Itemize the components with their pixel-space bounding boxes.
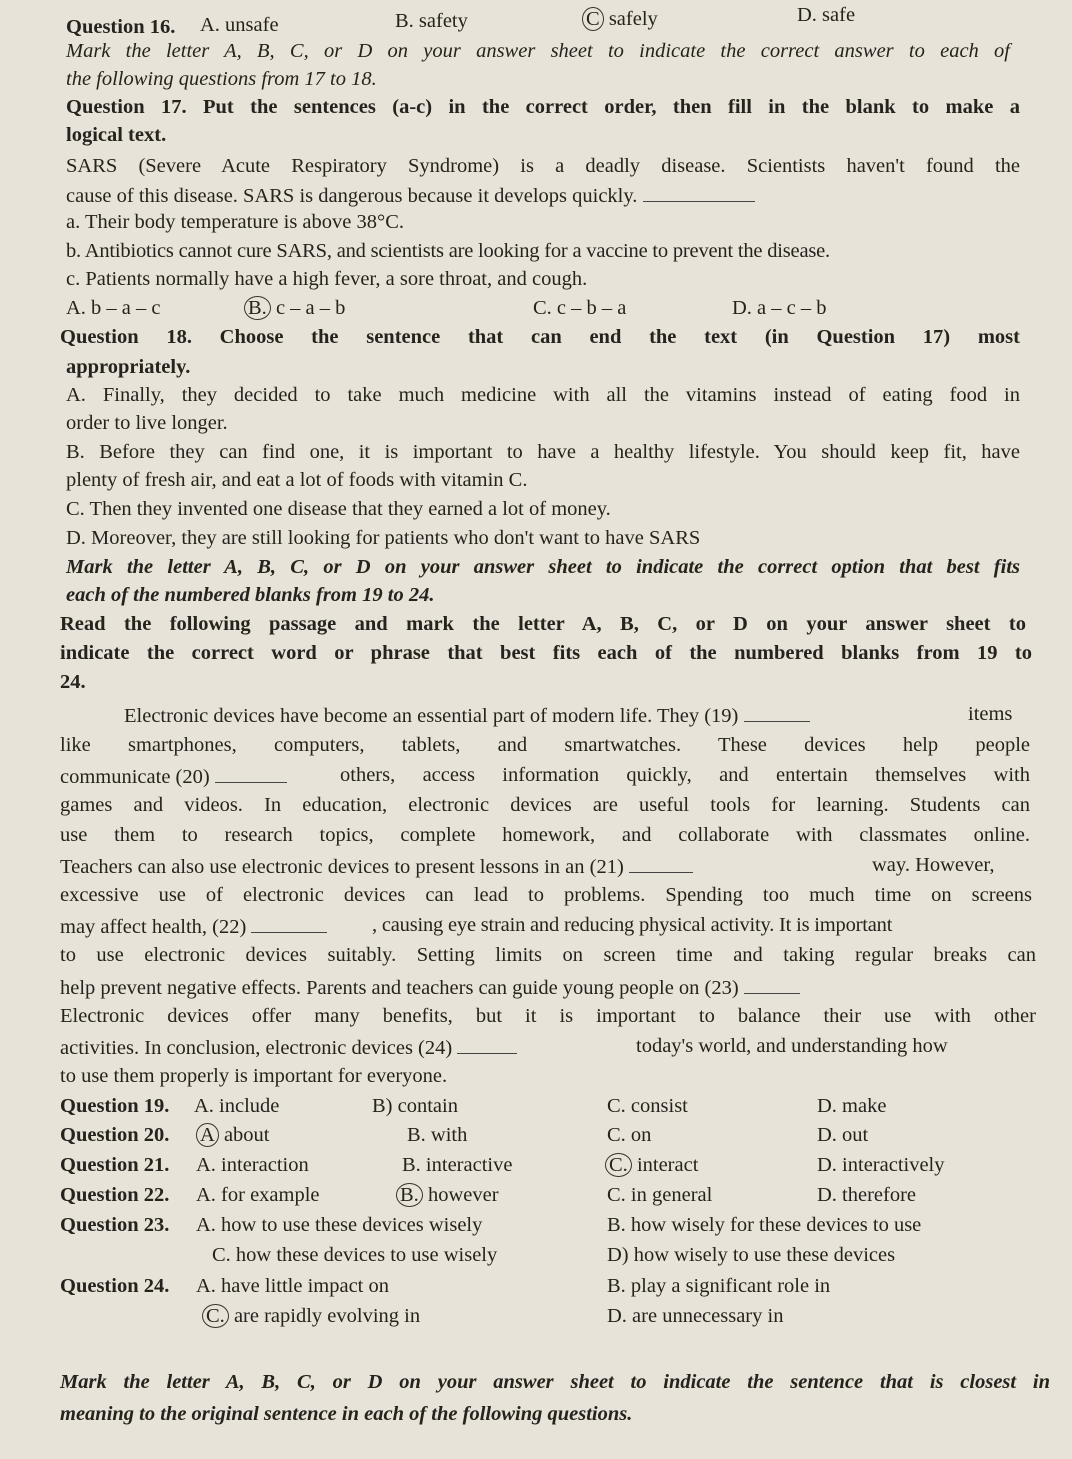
- q20-a-text: about: [223, 1124, 270, 1146]
- blank-21[interactable]: [629, 854, 693, 873]
- q17-b-letter: B.: [244, 296, 271, 320]
- q17-sentence-b: b. Antibiotics cannot cure SARS, and scientists are looking for a vaccine to prevent the disease.: [66, 240, 830, 262]
- q21-option-a: A. interaction: [196, 1154, 309, 1176]
- q20-label: Question 20.: [60, 1124, 170, 1146]
- instruction-17-18-cont: the following questions from 17 to 18.: [66, 68, 377, 90]
- instruction-closest-meaning: Mark the letter A, B, C, or D on your answer sheet to indicate the sentence that is closest in: [60, 1371, 1050, 1393]
- passage-line1-text: Electronic devices have become an essential part of modern life. They (19): [124, 705, 739, 727]
- passage-line8-text: may affect health, (22): [60, 916, 247, 938]
- instruction-19-24-cont: each of the numbered blanks from 19 to 24.: [66, 584, 435, 606]
- q19-label: Question 19.: [60, 1095, 170, 1117]
- passage-line10: [60, 975, 800, 1000]
- q23-option-c: C. how these devices to use wisely: [212, 1244, 498, 1266]
- q18-heading-cont: appropriately.: [66, 356, 191, 378]
- q17-heading: Question 17. Put the sentences (a-c) in the correct order, then fill in the blank to make a: [66, 96, 1020, 118]
- passage-line11: Electronic devices offer many benefits, but it is important to balance their use with other: [60, 1005, 1036, 1027]
- passage-line13: to use them properly is important for everyone.: [60, 1065, 448, 1087]
- q21-option-d: D. interactively: [817, 1154, 945, 1176]
- q19-option-d: D. make: [817, 1095, 887, 1117]
- q17-option-c: C. c – b – a: [533, 297, 627, 319]
- passage-line6-text: Teachers can also use electronic devices to present lessons in an (21): [60, 856, 624, 878]
- q20-row: [0, 1124, 1072, 1156]
- q24-option-b: B. play a significant role in: [607, 1275, 831, 1297]
- q17-sentence-c: c. Patients normally have a high fever, a sore throat, and cough.: [66, 268, 588, 290]
- q18-option-d: D. Moreover, they are still looking for patients who don't want to have SARS: [66, 527, 701, 549]
- q18-option-a: A. Finally, they decided to take much medicine with all the vitamins instead of eating food in: [66, 384, 1020, 406]
- q16-option-d: D. safe: [797, 4, 856, 26]
- instruction-17-18: Mark the letter A, B, C, or D on your answer sheet to indicate the correct answer to each of: [66, 40, 1010, 62]
- q24-option-c: [206, 1305, 420, 1328]
- q18-option-c: C. Then they invented one disease that they earned a lot of money.: [66, 498, 611, 520]
- passage-line3-start: [60, 764, 287, 789]
- passage-line12-text: activities. In conclusion, electronic devices (24): [60, 1037, 453, 1059]
- blank-23[interactable]: [744, 975, 800, 994]
- q19-option-b: B) contain: [372, 1095, 458, 1117]
- q16-row: [0, 4, 1072, 40]
- q24-c-text: are rapidly evolving in: [233, 1305, 421, 1327]
- q22-option-a: A. for example: [196, 1184, 320, 1206]
- q24-row-2: [0, 1305, 1072, 1337]
- passage-line7: excessive use of electronic devices can lead to problems. Spending too much time on screens: [60, 884, 1032, 906]
- blank-19[interactable]: [744, 703, 810, 722]
- q18-option-b: B. Before they can find one, it is important to have a healthy lifestyle. You should keep fit, have: [66, 441, 1020, 463]
- q23-option-b: B. how wisely for these devices to use: [607, 1214, 922, 1236]
- passage-line6-start: [60, 854, 693, 879]
- q23-option-d: D) how wisely to use these devices: [607, 1244, 896, 1266]
- passage-line9: to use electronic devices suitably. Setting limits on screen time and taking regular breaks can: [60, 944, 1036, 966]
- q22-option-c: C. in general: [607, 1184, 713, 1206]
- passage-line1-end: items: [968, 703, 1013, 725]
- q18-option-a-cont: order to live longer.: [66, 412, 228, 434]
- q23-option-a: A. how to use these devices wisely: [196, 1214, 483, 1236]
- q22-row: [0, 1184, 1072, 1216]
- read-instruction-line2: indicate the correct word or phrase that best fits each of the numbered blanks from 19 to: [60, 642, 1032, 664]
- q21-option-c: [609, 1154, 698, 1177]
- blank-22[interactable]: [251, 914, 327, 933]
- q22-option-b: [400, 1184, 499, 1207]
- q17-paragraph-text: cause of this disease. SARS is dangerous because it develops quickly.: [66, 185, 638, 207]
- q22-b-letter: B.: [396, 1183, 423, 1207]
- q20-option-a: [200, 1124, 269, 1147]
- q21-option-b: B. interactive: [402, 1154, 513, 1176]
- q24-label: Question 24.: [60, 1275, 170, 1297]
- q22-option-d: D. therefore: [817, 1184, 917, 1206]
- passage-line2: like smartphones, computers, tablets, and smartwatches. These devices help people: [60, 734, 1030, 756]
- passage-line8-end: , causing eye strain and reducing physical activity. It is important: [372, 914, 893, 936]
- q17-option-d: D. a – c – b: [732, 297, 827, 319]
- instruction-closest-meaning-cont: meaning to the original sentence in each of the following questions.: [60, 1403, 633, 1425]
- q21-label: Question 21.: [60, 1154, 170, 1176]
- q19-row: [0, 1095, 1072, 1127]
- q16-c-letter: C: [582, 7, 604, 31]
- passage-line12-end: today's world, and understanding how: [636, 1035, 948, 1057]
- q20-a-letter: A: [196, 1123, 219, 1147]
- q24-option-a: A. have little impact on: [196, 1275, 389, 1297]
- read-instruction-line1: Read the following passage and mark the letter A, B, C, or D on your answer sheet to: [60, 613, 1026, 635]
- q20-option-d: D. out: [817, 1124, 869, 1146]
- blank-20[interactable]: [215, 764, 287, 783]
- q17-paragraph-line2: [66, 183, 755, 208]
- q17-heading-cont: logical text.: [66, 124, 167, 146]
- q21-c-letter: C.: [605, 1153, 632, 1177]
- q17-options: [0, 297, 1072, 329]
- q16-option-b: B. safety: [395, 10, 468, 32]
- q24-row: [0, 1275, 1072, 1307]
- q19-option-a: A. include: [194, 1095, 280, 1117]
- passage-line4: games and videos. In education, electronic devices are useful tools for learning. Students can: [60, 794, 1030, 816]
- q20-option-c: C. on: [607, 1124, 652, 1146]
- q17-option-a: A. b – a – c: [66, 297, 161, 319]
- q23-label: Question 23.: [60, 1214, 170, 1236]
- passage-line5: use them to research topics, complete homework, and collaborate with classmates online.: [60, 824, 1030, 846]
- q16-option-c: [586, 8, 658, 31]
- q17-option-b: [248, 297, 345, 320]
- q24-c-letter: C.: [202, 1304, 229, 1328]
- q23-row: [0, 1214, 1072, 1246]
- passage-line10-text: help prevent negative effects. Parents and teachers can guide young people on (23): [60, 977, 739, 999]
- q22-label: Question 22.: [60, 1184, 170, 1206]
- q22-b-text: however: [427, 1184, 499, 1206]
- passage-line12-start: [60, 1035, 517, 1060]
- q16-c-text: safely: [608, 8, 658, 30]
- q19-option-c: C. consist: [607, 1095, 688, 1117]
- q20-option-b: B. with: [407, 1124, 468, 1146]
- blank-24[interactable]: [457, 1035, 517, 1054]
- q24-option-d: D. are unnecessary in: [607, 1305, 784, 1327]
- q16-label: Question 16.: [66, 16, 176, 38]
- passage-line3-end: others, access information quickly, and entertain themselves with: [340, 764, 1030, 786]
- instruction-19-24: Mark the letter A, B, C, or D on your answer sheet to indicate the correct option that best fits: [66, 556, 1020, 578]
- q21-c-text: interact: [636, 1154, 699, 1176]
- q18-heading: Question 18. Choose the sentence that can end the text (in Question 17) most: [60, 326, 1020, 348]
- passage-line3-text: communicate (20): [60, 766, 210, 788]
- q17-paragraph-line1: SARS (Severe Acute Respiratory Syndrome) is a deadly disease. Scientists haven't found the: [66, 155, 1020, 177]
- passage-line8-start: [60, 914, 327, 939]
- q18-option-b-cont: plenty of fresh air, and eat a lot of foods with vitamin C.: [66, 469, 528, 491]
- passage-line1: [124, 703, 810, 728]
- q17-b-text: c – a – b: [275, 297, 346, 319]
- q21-row: [0, 1154, 1072, 1186]
- q16-option-a: A. unsafe: [200, 14, 279, 36]
- q17-sentence-a: a. Their body temperature is above 38°C.: [66, 211, 404, 233]
- read-instruction-line3: 24.: [60, 671, 86, 693]
- passage-line6-end: way. However,: [872, 854, 995, 876]
- q23-row-2: [0, 1244, 1072, 1276]
- q17-blank[interactable]: [643, 183, 755, 202]
